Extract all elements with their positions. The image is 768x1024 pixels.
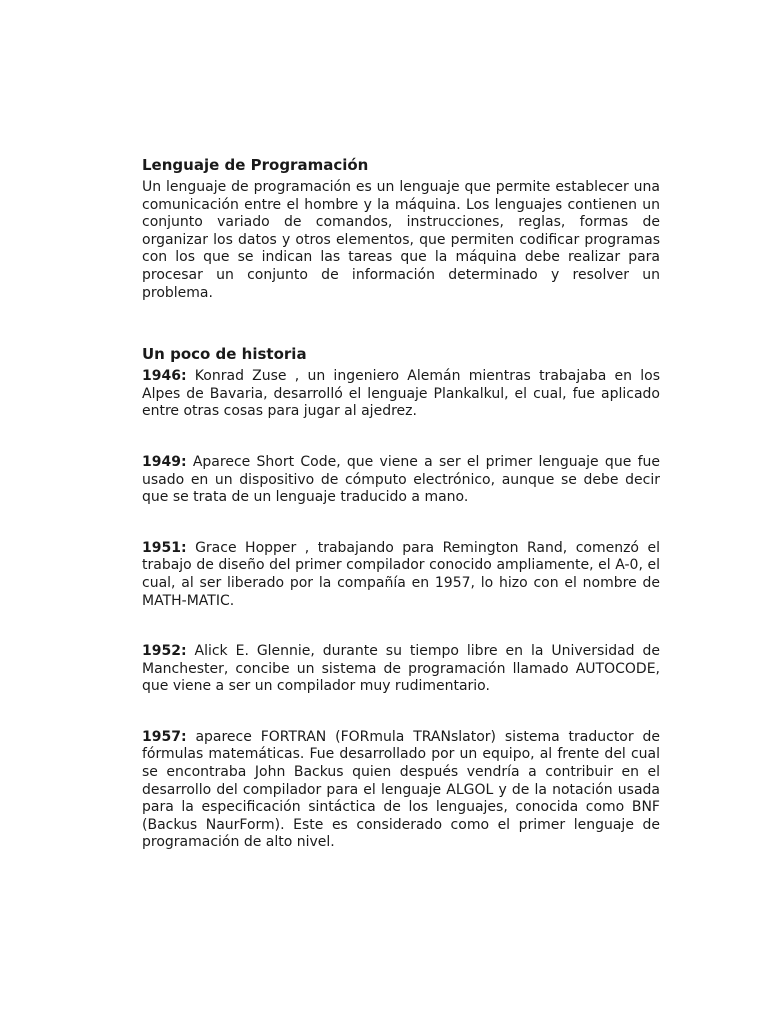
entry-year: 1957: <box>142 728 187 745</box>
document-title: Lenguaje de Programación <box>142 156 369 174</box>
history-heading: Un poco de historia <box>142 345 307 364</box>
entry-text: Aparece Short Code, que viene a ser el primer lenguaje que fue usado en un dispositivo de cómputo electrónico, aunque se debe decir que se trata de un lenguaje traducido a mano. <box>142 453 660 506</box>
history-entry-1946 <box>142 368 660 421</box>
entry-year: 1949: <box>142 453 187 470</box>
history-entry-1952 <box>142 643 660 696</box>
entry-year: 1951: <box>142 539 187 556</box>
entry-year: 1946: <box>142 368 187 385</box>
entry-text: Konrad Zuse , un ingeniero Alemán mientras trabajaba en los Alpes de Bavaria, desarrolló el lenguaje Plankalkul, el cual, fue aplicado entre otras cosas para jugar al ajedrez. <box>142 368 660 420</box>
entry-year: 1952: <box>142 643 187 660</box>
intro-paragraph: Un lenguaje de programación es un lenguaje que permite establecer una comunicación entre el hombre y la máquina. Los lenguajes contienen un conjunto variado de comandos, instrucciones, reglas, formas de organizar los datos y otros elementos, que permiten codificar programas con los que se indican las tareas que la máquina debe realizar para procesar un conjunto de información determinado y resolver un problema. <box>142 179 660 301</box>
document-content <box>142 155 660 885</box>
entry-text: Alick E. Glennie, durante su tiempo libre en la Universidad de Manchester, concibe un sistema de programación llamado AUTOCODE, que viene a ser un compilador muy rudimentario. <box>142 643 660 695</box>
entry-text: Grace Hopper , trabajando para Remington Rand, comenzó el trabajo de diseño del primer compilador conocido ampliamente, el A-0, el cual, al ser liberado por la compañía en 1957, lo hizo con el nombre de MATH-MATIC. <box>142 539 660 609</box>
history-entry-1951 <box>142 540 660 610</box>
entry-text: aparece FORTRAN (FORmula TRANslator) sistema traductor de fórmulas matemáticas. Fue desarrollado por un equipo, al frente del cual se encontraba John Backus quien después vendría a contribuir en el desarrollo del compilador para el lenguaje ALGOL y de la notación usada para la especificación sintáctica de los lenguajes, conocida como BNF (Backus NaurForm). Este es considerado como el primer lenguaje de programación de alto nivel. <box>142 728 660 851</box>
history-entry-1957 <box>142 729 660 852</box>
history-entry-1949 <box>142 454 660 507</box>
